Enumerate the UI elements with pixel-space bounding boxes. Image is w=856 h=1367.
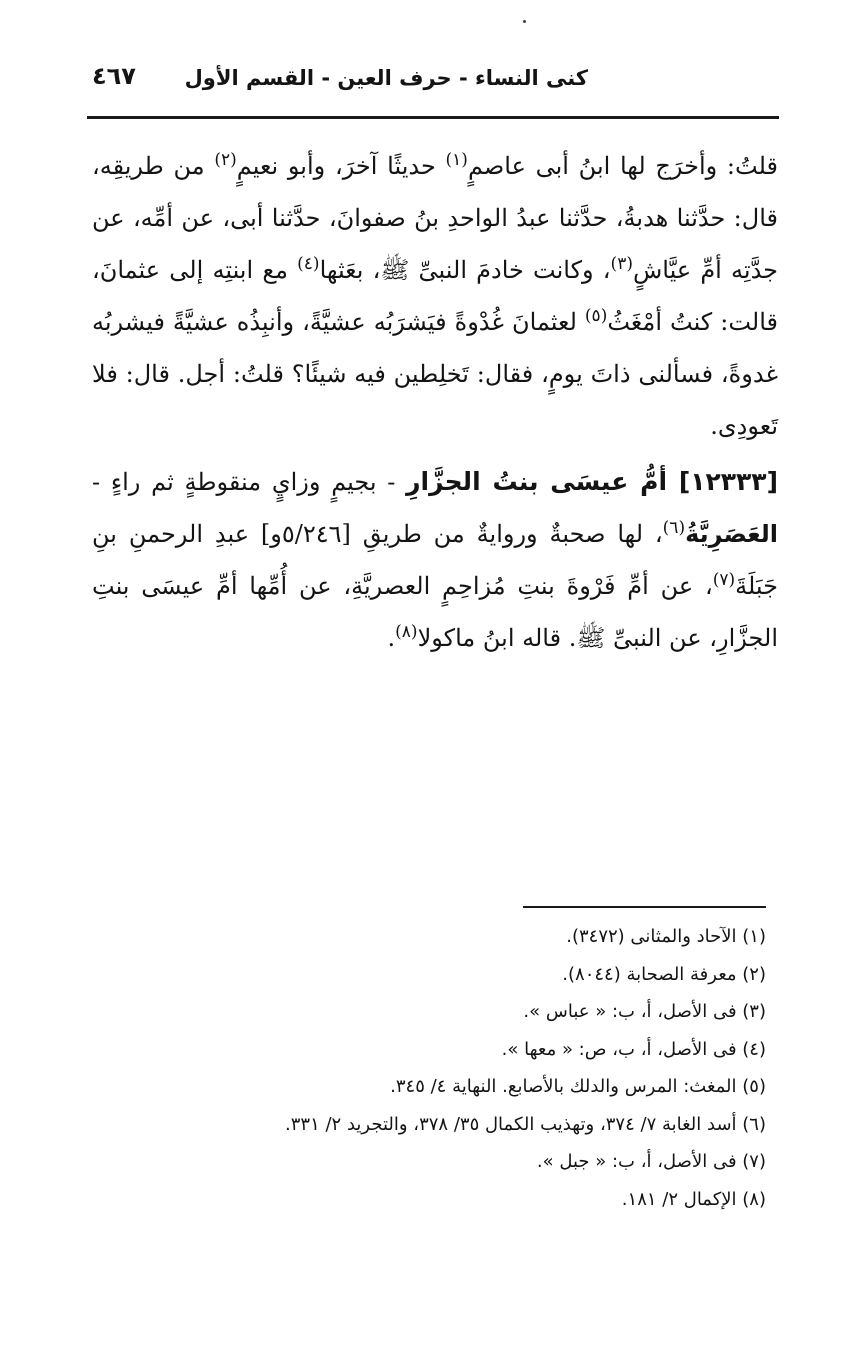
footnote-7: (٧) فى الأصل، أ، ب: « جبل ». bbox=[536, 1151, 766, 1172]
footnote-5: (٥) المغث: المرس والدلك بالأصابع. النهاية ٤/ ٣٤٥. bbox=[390, 1076, 766, 1097]
text-run: - بجيمٍ وزايٍ منقوطةٍ ثم راءٍ - bbox=[92, 468, 407, 496]
header-title: كنى النساء - حرف العين - القسم الأول bbox=[184, 66, 588, 90]
footnote-2: (٢) معرفة الصحابة (٨٠٤٤). bbox=[562, 963, 766, 985]
text-run: من طريقِه، قال: حدَّثنا هدبةُ، حدَّثنا عبدُ الواحدِ بنُ صفوانَ، حدَّثنا أبى، عن أمِّه، عن جدَّتِه أمِّ عيَّاشٍ bbox=[92, 152, 778, 284]
footnote-separator bbox=[523, 906, 766, 908]
main-text bbox=[92, 140, 778, 664]
text-run: ، وكانت خادمَ النبىِّ ﷺ، بعَثها bbox=[319, 256, 611, 284]
footnote-ref-1: (١) bbox=[445, 150, 468, 170]
text-run: لعثمانَ غُدْوةً فيَشرَبُه عشيَّةً، وأنبِذُه عشيَّةً فيشربُه غدوةً، فسألنى ذاتَ يومٍ، فقال: تَخلِطين فيه شيئًا؟ قلتُ: أجل. قال: فلا تَعودِى. bbox=[92, 308, 778, 440]
footnote-ref-3: (٣) bbox=[610, 254, 633, 274]
scan-speck bbox=[523, 20, 526, 23]
footnote-1: (١) الآحاد والمثانى (٣٤٧٢). bbox=[566, 926, 766, 947]
entry-nisba: العَصَرِيَّةُ bbox=[685, 520, 779, 548]
text-run: . bbox=[387, 624, 396, 652]
page-number: ٤٦٧ bbox=[92, 62, 136, 90]
footnote-ref-4: (٤) bbox=[297, 254, 320, 274]
footnote-8: (٨) الإكمال ٢/ ١٨١. bbox=[621, 1188, 766, 1210]
footnote-ref-5: (٥) bbox=[584, 306, 608, 326]
footnote-ref-6: (٦) bbox=[662, 518, 686, 538]
entry-heading: [١٢٣٣٣] أمُّ عيسَى بنتُ الجزَّارِ bbox=[406, 467, 778, 496]
footnote-3: (٣) فى الأصل، أ، ب: « عباس ». bbox=[523, 1001, 766, 1022]
text-run: ، لها صحبةٌ وروايةٌ من طريقِ [٥/٢٤٦و] عبدِ الرحمنِ بنِ جَبَلَةَ bbox=[92, 520, 778, 600]
footnote-ref-2: (٢) bbox=[214, 150, 237, 170]
text-run: ، عن أمِّ فَرْوةَ بنتِ مُزاحِمٍ العصريَّةِ، عن أُمِّها أمِّ عيسَى بنتِ الجزَّارِ، عن النبىِّ ﷺ. قاله ابنُ ماكولا bbox=[92, 572, 778, 652]
footnotes bbox=[92, 918, 766, 1218]
footnote-4: (٤) فى الأصل، أ، ب، ص: « معها ». bbox=[501, 1038, 766, 1060]
header-rule bbox=[87, 116, 779, 119]
footnote-ref-8: (٨) bbox=[395, 622, 418, 642]
footnote-ref-7: (٧) bbox=[712, 570, 736, 590]
text-run: مع ابنتِه إلى عثمانَ، قالت: كنتُ أمْغَثُ bbox=[92, 256, 778, 336]
running-header bbox=[92, 62, 778, 102]
entry-12333 bbox=[92, 456, 778, 664]
footnote-6: (٦) أسد الغابة ٧/ ٣٧٤، وتهذيب الكمال ٣٥/ ٣٧٨، والتجريد ٢/ ٣٣١. bbox=[285, 1113, 766, 1135]
text-run: قلتُ: وأخرَج لها ابنُ أبى عاصمٍ bbox=[467, 152, 778, 180]
text-run: حديثًا آخرَ، وأبو نعيمٍ bbox=[236, 152, 446, 180]
paragraph-hadith bbox=[92, 140, 778, 452]
